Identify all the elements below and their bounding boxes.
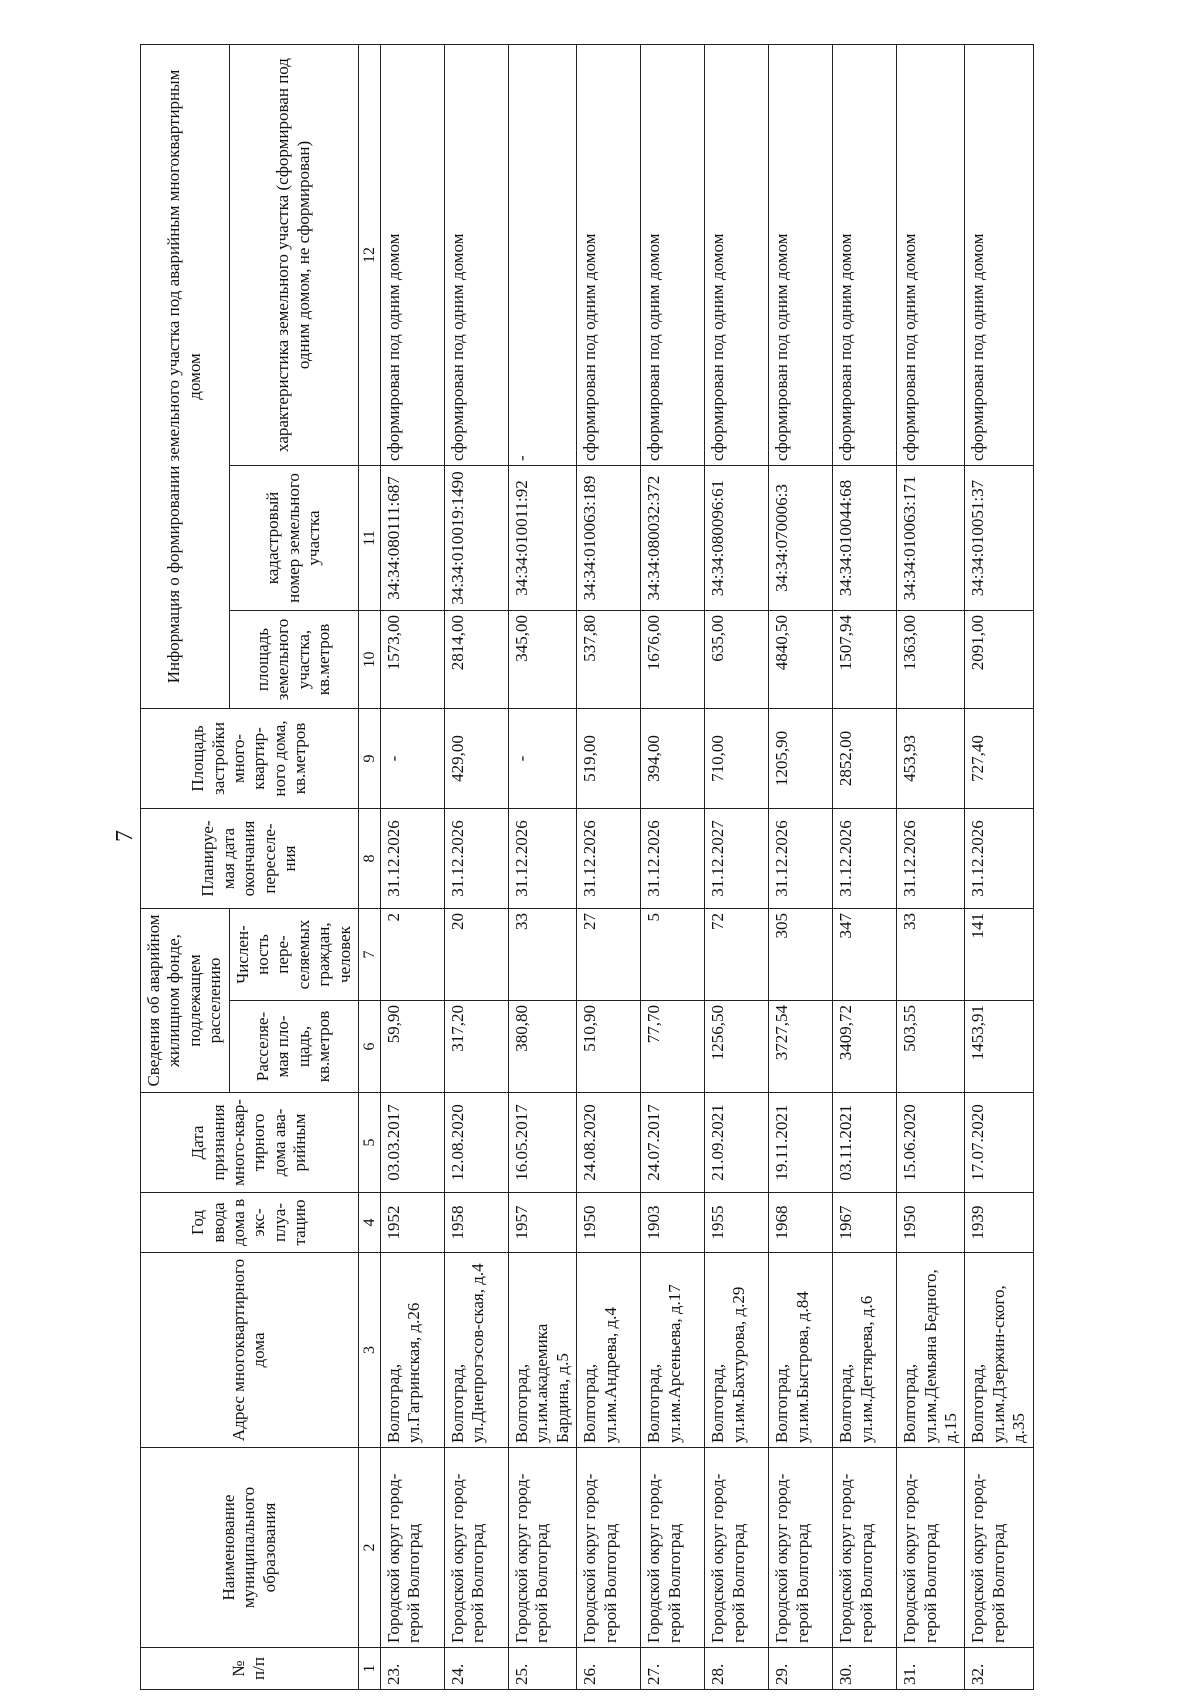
year-cell: 1950	[897, 1193, 965, 1253]
recognition-date-cell: 19.11.2021	[769, 1093, 833, 1193]
col-number: 9	[358, 709, 380, 809]
header-resettled-area: Расселяе-мая пло-щадь, кв.метров	[229, 1001, 358, 1093]
resettled-area-cell: 3727,54	[769, 1001, 833, 1093]
table-row	[897, 44, 965, 1689]
table-row	[577, 44, 641, 1689]
land-characteristic-cell: сформирован под одним домом	[445, 44, 509, 465]
header-building-area: Площадь застройки много-квартир-ного дома, кв.метров	[141, 709, 359, 809]
recognition-date-cell: 24.07.2017	[641, 1093, 705, 1193]
resettled-area-cell: 77,70	[641, 1001, 705, 1093]
building-area-cell: 394,00	[641, 709, 705, 809]
resettled-people-cell: 2	[381, 909, 445, 1001]
planned-date-cell: 31.12.2026	[769, 809, 833, 909]
municipality-cell: Городской округ город-герой Волгоград	[577, 1448, 641, 1648]
cadastral-number-cell: 34:34:010051:37	[965, 466, 1033, 611]
recognition-date-cell: 12.08.2020	[445, 1093, 509, 1193]
building-area-cell: 1205,90	[769, 709, 833, 809]
planned-date-cell: 31.12.2026	[509, 809, 577, 909]
recognition-date-cell: 17.07.2020	[965, 1093, 1033, 1193]
address-cell: Волгоград, ул.Днепрогэсов-ская, д.4	[445, 1253, 509, 1448]
municipality-cell: Городской округ город-герой Волгоград	[509, 1448, 577, 1648]
row-number: 29.	[769, 1648, 833, 1690]
row-number: 31.	[897, 1648, 965, 1690]
resettled-people-cell: 141	[965, 909, 1033, 1001]
land-area-cell: 537,80	[577, 611, 641, 709]
col-number: 12	[358, 44, 380, 465]
table-row	[445, 44, 509, 1689]
col-number: 6	[358, 1001, 380, 1093]
emergency-housing-table	[140, 44, 1034, 1690]
resettled-area-cell: 1256,50	[705, 1001, 769, 1093]
col-number: 4	[358, 1193, 380, 1253]
municipality-cell: Городской округ город-герой Волгоград	[641, 1448, 705, 1648]
recognition-date-cell: 21.09.2021	[705, 1093, 769, 1193]
year-cell: 1955	[705, 1193, 769, 1253]
cadastral-number-cell: 34:34:080096:61	[705, 466, 769, 611]
planned-date-cell: 31.12.2026	[833, 809, 897, 909]
resettled-area-cell: 59,90	[381, 1001, 445, 1093]
year-cell: 1903	[641, 1193, 705, 1253]
land-area-cell: 1363,00	[897, 611, 965, 709]
cadastral-number-cell: 34:34:010019:1490	[445, 466, 509, 611]
cadastral-number-cell: 34:34:070006:3	[769, 466, 833, 611]
year-cell: 1952	[381, 1193, 445, 1253]
recognition-date-cell: 03.03.2017	[381, 1093, 445, 1193]
year-cell: 1958	[445, 1193, 509, 1253]
column-number-row	[358, 44, 380, 1689]
building-area-cell: 519,00	[577, 709, 641, 809]
header-recognition-date: Дата признания много-квар-тирного дома ава-рийным	[141, 1093, 359, 1193]
address-cell: Волгоград, ул.им.Быстрова, д.84	[769, 1253, 833, 1448]
cadastral-number-cell: 34:34:010011:92	[509, 466, 577, 611]
resettled-people-cell: 33	[509, 909, 577, 1001]
row-number: 28.	[705, 1648, 769, 1690]
table-row	[705, 44, 769, 1689]
col-number: 7	[358, 909, 380, 1001]
land-characteristic-cell: сформирован под одним домом	[897, 44, 965, 465]
header-row-1	[141, 44, 230, 1689]
header-address: Адрес многоквартирного дома	[141, 1253, 359, 1448]
land-area-cell: 1573,00	[381, 611, 445, 709]
col-number: 3	[358, 1253, 380, 1448]
row-number: 27.	[641, 1648, 705, 1690]
page-number: 7	[112, 830, 138, 842]
land-area-cell: 1507,94	[833, 611, 897, 709]
address-cell: Волгоград, ул.Гагринская, д.26	[381, 1253, 445, 1448]
col-number: 10	[358, 611, 380, 709]
land-characteristic-cell: сформирован под одним домом	[381, 44, 445, 465]
recognition-date-cell: 15.06.2020	[897, 1093, 965, 1193]
land-area-cell: 635,00	[705, 611, 769, 709]
building-area-cell: 727,40	[965, 709, 1033, 809]
address-cell: Волгоград, ул.им.академика Бардина, д.5	[509, 1253, 577, 1448]
resettled-area-cell: 380,80	[509, 1001, 577, 1093]
land-characteristic-cell: -	[509, 44, 577, 465]
table-row	[509, 44, 577, 1689]
address-cell: Волгоград, ул.им.Демьяна Бедного, д.15	[897, 1253, 965, 1448]
address-cell: Волгоград, ул.им.Бахтурова, д.29	[705, 1253, 769, 1448]
municipality-cell: Городской округ город-герой Волгоград	[705, 1448, 769, 1648]
col-number: 5	[358, 1093, 380, 1193]
land-characteristic-cell: сформирован под одним домом	[833, 44, 897, 465]
land-area-cell: 4840,50	[769, 611, 833, 709]
header-resettled-people: Числен-ность пере-селяемых граждан, человек	[229, 909, 358, 1001]
cadastral-number-cell: 34:34:010063:171	[897, 466, 965, 611]
col-number: 1	[358, 1648, 380, 1690]
row-number: 26.	[577, 1648, 641, 1690]
address-cell: Волгоград, ул.им.Дзержин-ского, д.35	[965, 1253, 1033, 1448]
header-cadastral-number: кадастровый номер земельного участка	[229, 466, 358, 611]
planned-date-cell: 31.12.2026	[577, 809, 641, 909]
cadastral-number-cell: 34:34:080111:687	[381, 466, 445, 611]
rotated-table-container	[140, 45, 1060, 1690]
year-cell: 1967	[833, 1193, 897, 1253]
planned-date-cell: 31.12.2026	[641, 809, 705, 909]
municipality-cell: Городской округ город-герой Волгоград	[381, 1448, 445, 1648]
municipality-cell: Городской округ город-герой Волгоград	[445, 1448, 509, 1648]
resettled-people-cell: 72	[705, 909, 769, 1001]
building-area-cell: 429,00	[445, 709, 509, 809]
row-number: 24.	[445, 1648, 509, 1690]
cadastral-number-cell: 34:34:080032:372	[641, 466, 705, 611]
resettled-area-cell: 317,20	[445, 1001, 509, 1093]
planned-date-cell: 31.12.2026	[381, 809, 445, 909]
recognition-date-cell: 24.08.2020	[577, 1093, 641, 1193]
col-number: 2	[358, 1448, 380, 1648]
municipality-cell: Городской округ город-герой Волгоград	[965, 1448, 1033, 1648]
resettled-people-cell: 347	[833, 909, 897, 1001]
resettled-area-cell: 1453,91	[965, 1001, 1033, 1093]
header-land-area: площадь земельного участка, кв.метров	[229, 611, 358, 709]
table-row	[641, 44, 705, 1689]
recognition-date-cell: 03.11.2021	[833, 1093, 897, 1193]
year-cell: 1957	[509, 1193, 577, 1253]
table-row	[833, 44, 897, 1689]
cadastral-number-cell: 34:34:010063:189	[577, 466, 641, 611]
land-characteristic-cell: сформирован под одним домом	[641, 44, 705, 465]
resettled-people-cell: 305	[769, 909, 833, 1001]
building-area-cell: 710,00	[705, 709, 769, 809]
resettled-people-cell: 20	[445, 909, 509, 1001]
resettled-people-cell: 27	[577, 909, 641, 1001]
planned-date-cell: 31.12.2026	[445, 809, 509, 909]
row-number: 32.	[965, 1648, 1033, 1690]
municipality-cell: Городской округ город-герой Волгоград	[897, 1448, 965, 1648]
resettled-area-cell: 3409,72	[833, 1001, 897, 1093]
address-cell: Волгоград, ул.им.Арсеньева, д.17	[641, 1253, 705, 1448]
cadastral-number-cell: 34:34:010044:68	[833, 466, 897, 611]
municipality-cell: Городской округ город-герой Волгоград	[769, 1448, 833, 1648]
table-row	[381, 44, 445, 1689]
header-municipality: Наименование муниципального образования	[141, 1448, 359, 1648]
row-number: 25.	[509, 1648, 577, 1690]
header-emergency-fund-group: Сведения об аварийном жилищном фонде, подлежащем расселению	[141, 909, 230, 1093]
address-cell: Волгоград, ул.им.Андрева, д.4	[577, 1253, 641, 1448]
header-year: Год ввода дома в экс-плуа-тацию	[141, 1193, 359, 1253]
year-cell: 1939	[965, 1193, 1033, 1253]
resettled-people-cell: 5	[641, 909, 705, 1001]
land-area-cell: 1676,00	[641, 611, 705, 709]
building-area-cell: -	[381, 709, 445, 809]
year-cell: 1968	[769, 1193, 833, 1253]
row-number: 23.	[381, 1648, 445, 1690]
land-area-cell: 345,00	[509, 611, 577, 709]
land-characteristic-cell: сформирован под одним домом	[705, 44, 769, 465]
year-cell: 1950	[577, 1193, 641, 1253]
resettled-people-cell: 33	[897, 909, 965, 1001]
col-number: 8	[358, 809, 380, 909]
land-characteristic-cell: сформирован под одним домом	[769, 44, 833, 465]
building-area-cell: 2852,00	[833, 709, 897, 809]
row-number: 30.	[833, 1648, 897, 1690]
table-row	[965, 44, 1033, 1689]
header-num: № п/п	[141, 1648, 359, 1690]
land-characteristic-cell: сформирован под одним домом	[965, 44, 1033, 465]
table-row	[769, 44, 833, 1689]
municipality-cell: Городской округ город-герой Волгоград	[833, 1448, 897, 1648]
header-land-characteristic: характеристика земельного участка (сформирован под одним домом, не сформирован)	[229, 44, 358, 465]
land-characteristic-cell: сформирован под одним домом	[577, 44, 641, 465]
planned-date-cell: 31.12.2027	[705, 809, 769, 909]
land-area-cell: 2814,00	[445, 611, 509, 709]
land-area-cell: 2091,00	[965, 611, 1033, 709]
building-area-cell: 453,93	[897, 709, 965, 809]
planned-date-cell: 31.12.2026	[965, 809, 1033, 909]
col-number: 11	[358, 466, 380, 611]
planned-date-cell: 31.12.2026	[897, 809, 965, 909]
resettled-area-cell: 510,90	[577, 1001, 641, 1093]
header-planned-date: Планируе-мая дата окончания переселе-ния	[141, 809, 359, 909]
resettled-area-cell: 503,55	[897, 1001, 965, 1093]
table-body	[381, 44, 1034, 1689]
building-area-cell: -	[509, 709, 577, 809]
address-cell: Волгоград, ул.им.Дегтярева, д.6	[833, 1253, 897, 1448]
recognition-date-cell: 16.05.2017	[509, 1093, 577, 1193]
header-land-plot-group: Информация о формировании земельного участка под аварийным многоквартирным домом	[141, 44, 230, 708]
